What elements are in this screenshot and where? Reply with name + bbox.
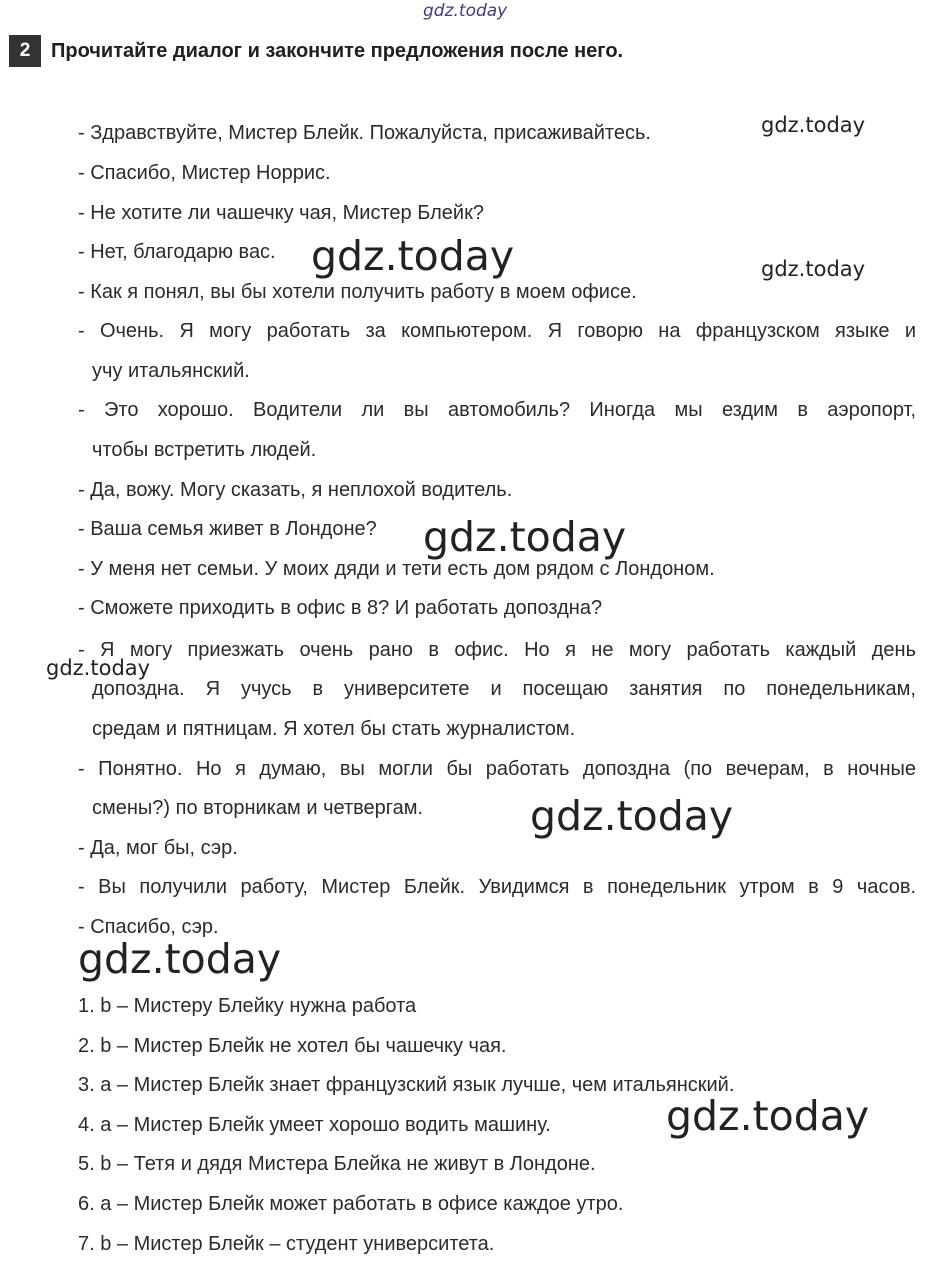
answer-item: 7. b – Мистер Блейк – студент университета. xyxy=(78,1233,495,1255)
task-header xyxy=(9,35,623,67)
dialogue-line: смены?) по вторникам и четвергам. xyxy=(92,797,424,819)
dialogue-line: - Я могу приезжать очень рано в офис. Но я не могу работать каждый день xyxy=(78,639,916,661)
dialogue-line: - Да, мог бы, сэр. xyxy=(78,837,238,859)
watermark: gdz.today xyxy=(666,1092,870,1140)
dialogue-line: учу итальянский. xyxy=(92,360,250,382)
dialogue-line: - Спасибо, сэр. xyxy=(78,916,219,938)
task-title: Прочитайте диалог и закончите предложения после него. xyxy=(51,39,624,62)
watermark: gdz.today xyxy=(46,656,151,680)
watermark: gdz.today xyxy=(761,257,866,281)
dialogue-line: - Не хотите ли чашечку чая, Мистер Блейк? xyxy=(78,202,484,224)
watermark: gdz.today xyxy=(311,232,515,280)
dialogue-line: - Да, вожу. Могу сказать, я неплохой водитель. xyxy=(78,479,513,501)
dialogue-line: - Вы получили работу, Мистер Блейк. Увидимся в понедельник утром в 9 часов. xyxy=(78,876,916,898)
dialogue-line: допоздна. Я учусь в университете и посещаю занятия по понедельникам, xyxy=(92,678,916,700)
dialogue-line: - Ваша семья живет в Лондоне? xyxy=(78,518,377,540)
dialogue-line: - Очень. Я могу работать за компьютером. Я говорю на французском языке и xyxy=(78,320,916,342)
dialogue-line: - Это хорошо. Водители ли вы автомобиль? Иногда мы ездим в аэропорт, xyxy=(78,399,916,421)
answer-item: 5. b – Тетя и дядя Мистера Блейка не живут в Лондоне. xyxy=(78,1153,596,1175)
answer-item: 2. b – Мистер Блейк не хотел бы чашечку чая. xyxy=(78,1035,507,1057)
watermark: gdz.today xyxy=(78,935,282,983)
dialogue-line: - Здравствуйте, Мистер Блейк. Пожалуйста, присаживайтесь. xyxy=(78,122,651,144)
dialogue-line: - Сможете приходить в офис в 8? И работать допоздна? xyxy=(78,597,603,619)
dialogue-line: - Как я понял, вы бы хотели получить работу в моем офисе. xyxy=(78,281,637,303)
watermark: gdz.today xyxy=(423,513,627,561)
watermark: gdz.today xyxy=(530,792,734,840)
answer-item: 1. b – Мистеру Блейку нужна работа xyxy=(78,995,417,1017)
answer-item: 3. a – Мистер Блейк знает французский язык лучше, чем итальянский. xyxy=(78,1074,735,1096)
dialogue-line: - Спасибо, Мистер Норрис. xyxy=(78,162,331,184)
dialogue-line: - Понятно. Но я думаю, вы могли бы работать допоздна (по вечерам, в ночные xyxy=(78,758,916,780)
task-number-badge: 2 xyxy=(9,35,41,67)
dialogue-line: - У меня нет семьи. У моих дяди и тети есть дом рядом с Лондоном. xyxy=(78,558,715,580)
watermark: gdz.today xyxy=(761,113,866,137)
answer-item: 4. a – Мистер Блейк умеет хорошо водить машину. xyxy=(78,1114,551,1136)
watermark: gdz.today xyxy=(423,1,508,21)
dialogue-line: чтобы встретить людей. xyxy=(92,439,317,461)
dialogue-line: средам и пятницам. Я хотел бы стать журналистом. xyxy=(92,718,576,740)
answer-item: 6. a – Мистер Блейк может работать в офисе каждое утро. xyxy=(78,1193,624,1215)
dialogue-line: - Нет, благодарю вас. xyxy=(78,241,276,263)
